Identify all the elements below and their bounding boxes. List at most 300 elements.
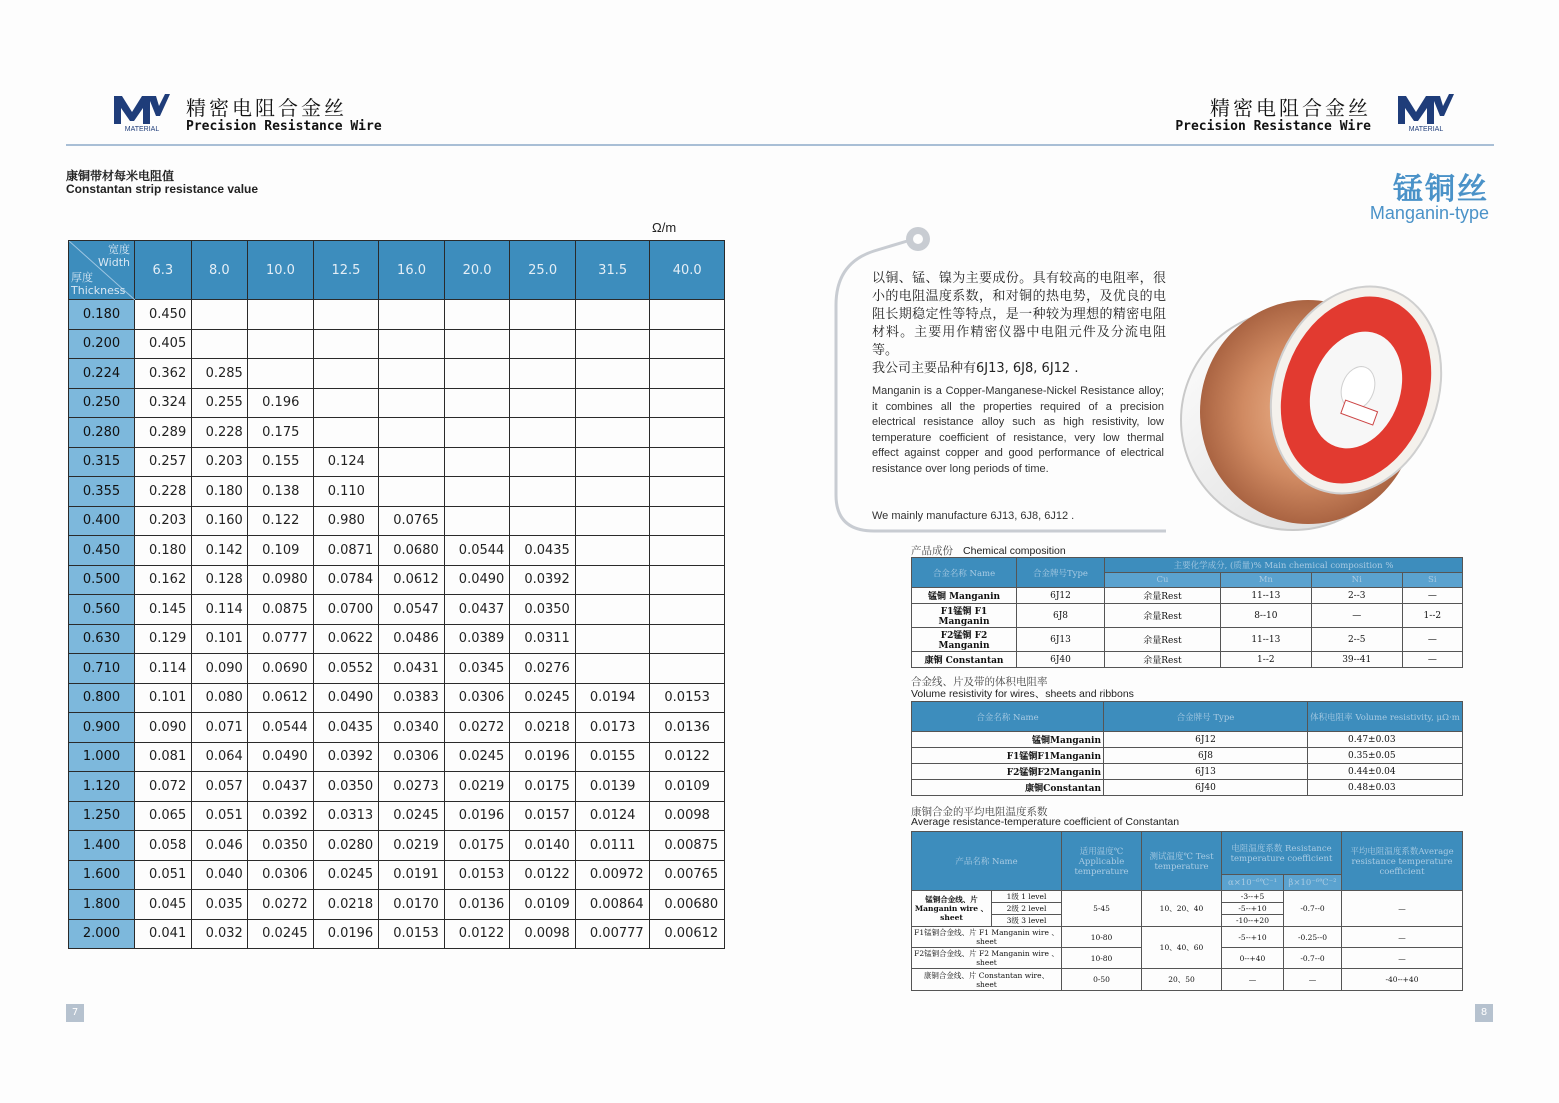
table-row	[69, 477, 725, 507]
resistance-value-cell: 0.0245	[510, 683, 576, 713]
resistance-value-cell: 0.0431	[379, 654, 445, 684]
resistance-value-cell: 0.0392	[313, 742, 379, 772]
wire-spool-image	[1168, 270, 1468, 540]
chem-cell-type: 6J8	[1017, 604, 1105, 628]
resistance-value-cell: 0.0218	[313, 890, 379, 920]
coef-caption-zh: 康铜合金的平均电阻温度系数	[911, 806, 1048, 818]
resistance-value-cell: 0.450	[135, 300, 192, 330]
table-row	[69, 742, 725, 772]
coef-header-name: 产品名称 Name	[912, 832, 1062, 891]
thickness-cell: 0.400	[69, 506, 135, 536]
resistance-value-cell: 0.0350	[248, 831, 314, 861]
chem-cell-ni: —	[1311, 604, 1402, 628]
resistance-value-cell	[575, 388, 650, 418]
vol-row	[912, 748, 1463, 764]
thickness-cell: 1.400	[69, 831, 135, 861]
resistance-value-cell: 0.0098	[510, 919, 576, 949]
width-header-cell: 31.5	[575, 241, 650, 300]
chem-header-type: 合金牌号Type	[1017, 558, 1105, 588]
resistance-value-cell	[379, 418, 445, 448]
thickness-cell: 0.315	[69, 447, 135, 477]
resistance-value-cell: 0.0544	[444, 536, 510, 566]
resistance-value-cell: 0.0170	[379, 890, 445, 920]
width-header-cell: 12.5	[313, 241, 379, 300]
table-row	[69, 359, 725, 389]
coef-r1-beta: -0.7--0	[1284, 891, 1342, 927]
section-title-zh: 康铜带材每米电阻值	[66, 169, 175, 183]
vol-cell-name: 康铜Constantan	[912, 780, 1104, 796]
resistance-value-cell: 0.0219	[444, 772, 510, 802]
description-zh-products: 我公司主要品种有6J13, 6J8, 6J12 .	[872, 361, 1079, 376]
resistance-value-cell: 0.257	[135, 447, 192, 477]
table-row	[69, 654, 725, 684]
resistance-value-cell: 0.0350	[313, 772, 379, 802]
chem-cell-mn: 11--13	[1220, 588, 1311, 604]
chem-cell-mn: 11--13	[1220, 628, 1311, 652]
resistance-value-cell: 0.0486	[379, 624, 445, 654]
resistance-value-cell: 0.155	[248, 447, 314, 477]
resistance-value-cell: 0.0547	[379, 595, 445, 625]
resistance-value-cell: 0.324	[135, 388, 192, 418]
resistance-value-cell	[379, 329, 445, 359]
resistance-value-cell: 0.0122	[650, 742, 725, 772]
table-row	[69, 624, 725, 654]
resistance-value-cell: 0.101	[135, 683, 192, 713]
resistance-value-cell	[575, 359, 650, 389]
resistance-value-cell: 0.129	[135, 624, 192, 654]
resistance-table-body	[69, 300, 725, 949]
coef-r1-name: 锰铜合金线、片 Manganin wire 、sheet	[912, 891, 992, 927]
resistance-value-cell: 0.0306	[379, 742, 445, 772]
resistance-value-cell: 0.00680	[650, 890, 725, 920]
table-row	[69, 565, 725, 595]
description-en: Manganin is a Copper-Manganese-Nickel Resistance alloy; it combines all the properties required of a precision electrical resistance alloy such as high resistivity, low temperature coefficient of resistance, very low thermal effect against copper and good performance of electrical resistance over long periods of time.	[872, 385, 1164, 475]
resistance-value-cell: 0.0350	[510, 595, 576, 625]
resistance-value-cell: 0.0980	[248, 565, 314, 595]
chem-cell-mn: 1--2	[1220, 652, 1311, 668]
chem-header-name: 合金名称 Name	[912, 558, 1017, 588]
resistance-value-cell: 0.0680	[379, 536, 445, 566]
resistance-value-cell	[444, 418, 510, 448]
resistance-value-cell: 0.285	[191, 359, 248, 389]
chem-caption-zh: 产品成份	[911, 545, 953, 557]
product-title-en: Manganin-type	[1369, 203, 1489, 223]
table-row	[69, 536, 725, 566]
coef-header-test: 测试温度℃ Test temperature	[1142, 832, 1222, 891]
table-row	[69, 506, 725, 536]
vol-cell-val: 0.48±0.03	[1308, 780, 1463, 796]
chem-row	[912, 628, 1463, 652]
resistance-value-cell	[650, 654, 725, 684]
chemical-composition-table	[911, 557, 1463, 668]
resistance-value-cell: 0.289	[135, 418, 192, 448]
coef-r4-beta: —	[1284, 969, 1342, 991]
chem-cell-type: 6J40	[1017, 652, 1105, 668]
coef-r1-level-3: 3级 3 level	[992, 915, 1062, 927]
chem-cell-type: 6J12	[1017, 588, 1105, 604]
thickness-cell: 0.710	[69, 654, 135, 684]
chem-subheader-cell: Ni	[1311, 573, 1402, 588]
coef-r2-avg: —	[1342, 927, 1463, 948]
resistance-value-cell	[575, 300, 650, 330]
resistance-value-cell: 0.0196	[313, 919, 379, 949]
coef-r2-name: F1锰铜合金线、片 F1 Manganin wire 、sheet	[912, 927, 1062, 948]
coef-header-avg	[1342, 832, 1463, 891]
thickness-cell: 0.250	[69, 388, 135, 418]
resistance-value-cell	[510, 506, 576, 536]
resistance-value-cell: 0.0280	[313, 831, 379, 861]
header-divider	[66, 144, 1494, 146]
resistance-value-cell: 0.0136	[650, 713, 725, 743]
company-logo-left	[112, 92, 172, 136]
vol-caption-zh: 合金线、片及带的体积电阻率	[911, 676, 1048, 688]
resistance-value-cell	[444, 506, 510, 536]
vol-cell-type: 6J8	[1104, 748, 1308, 764]
resistance-value-cell: 0.0392	[510, 565, 576, 595]
resistance-value-cell: 0.0219	[379, 831, 445, 861]
chem-cell-ni: 2--3	[1311, 588, 1402, 604]
chem-caption-en: Chemical composition	[963, 545, 1066, 557]
resistance-value-cell: 0.058	[135, 831, 192, 861]
coef-r4-test: 20、50	[1142, 969, 1222, 991]
thickness-cell: 0.224	[69, 359, 135, 389]
width-header-cell: 25.0	[510, 241, 576, 300]
resistance-value-cell	[379, 447, 445, 477]
chem-cell-cu: 余量Rest	[1105, 604, 1221, 628]
coef-sub-alpha: α×10⁻⁶℃⁻¹	[1222, 875, 1284, 891]
resistance-value-cell	[575, 624, 650, 654]
resistance-value-cell: 0.162	[135, 565, 192, 595]
thickness-cell: 0.180	[69, 300, 135, 330]
table-row	[69, 860, 725, 890]
resistance-value-cell: 0.0157	[510, 801, 576, 831]
resistance-value-cell: 0.980	[313, 506, 379, 536]
chem-cell-cu: 余量Rest	[1105, 652, 1221, 668]
resistance-value-cell: 0.114	[191, 595, 248, 625]
resistance-value-cell: 0.00765	[650, 860, 725, 890]
resistance-value-cell: 0.072	[135, 772, 192, 802]
table-row	[69, 713, 725, 743]
resistance-value-cell: 0.0622	[313, 624, 379, 654]
coef-r3-app: 10-80	[1062, 948, 1142, 969]
resistance-value-cell: 0.0175	[510, 772, 576, 802]
corner-thickness-label	[71, 271, 125, 297]
page-number-left: 7	[66, 1004, 84, 1022]
chem-cell-mn: 8--10	[1220, 604, 1311, 628]
resistance-value-cell: 0.0155	[575, 742, 650, 772]
resistance-value-cell: 0.045	[135, 890, 192, 920]
resistance-value-cell: 0.0136	[444, 890, 510, 920]
resistance-value-cell	[379, 477, 445, 507]
chem-cell-name: F2锰铜 F2 Manganin	[912, 628, 1017, 652]
corner-width-zh: 宽度	[108, 243, 130, 256]
resistance-value-cell	[575, 654, 650, 684]
coef-r1-alpha-3: -10--+20	[1222, 915, 1284, 927]
resistance-value-cell: 0.0153	[379, 919, 445, 949]
chem-table-body	[912, 588, 1463, 668]
resistance-value-cell: 0.101	[191, 624, 248, 654]
resistance-value-cell: 0.0389	[444, 624, 510, 654]
chem-header-main: 主要化学成分, (质量)% Main chemical composition %	[1105, 558, 1463, 573]
resistance-value-cell: 0.0109	[510, 890, 576, 920]
resistance-value-cell	[510, 418, 576, 448]
resistance-value-cell	[650, 536, 725, 566]
resistance-value-cell	[650, 300, 725, 330]
resistance-value-cell: 0.228	[135, 477, 192, 507]
chem-cell-ni: 39--41	[1311, 652, 1402, 668]
resistance-value-cell: 0.0111	[575, 831, 650, 861]
resistance-value-cell	[510, 300, 576, 330]
resistance-value-cell: 0.090	[135, 713, 192, 743]
width-header-cell: 8.0	[191, 241, 248, 300]
unit-label: Ω/m	[652, 220, 677, 235]
resistance-value-cell: 0.00864	[575, 890, 650, 920]
resistance-value-cell: 0.114	[135, 654, 192, 684]
resistance-value-cell	[575, 418, 650, 448]
resistance-value-cell: 0.203	[191, 447, 248, 477]
resistance-value-cell: 0.0383	[379, 683, 445, 713]
resistance-value-cell: 0.0435	[510, 536, 576, 566]
resistance-value-cell: 0.255	[191, 388, 248, 418]
chem-cell-name: 锰铜 Manganin	[912, 588, 1017, 604]
resistance-value-cell	[575, 595, 650, 625]
resistance-table	[68, 240, 725, 949]
resistance-value-cell: 0.0306	[248, 860, 314, 890]
resistance-value-cell: 0.0871	[313, 536, 379, 566]
resistance-value-cell: 0.0437	[248, 772, 314, 802]
resistance-value-cell: 0.0218	[510, 713, 576, 743]
resistance-value-cell: 0.0784	[313, 565, 379, 595]
resistance-value-cell	[191, 300, 248, 330]
resistance-value-cell	[510, 359, 576, 389]
thickness-cell: 1.250	[69, 801, 135, 831]
table-row	[69, 300, 725, 330]
resistance-value-cell: 0.00875	[650, 831, 725, 861]
chem-subheader-cell: Mn	[1220, 573, 1311, 588]
table-row	[69, 595, 725, 625]
resistance-value-cell: 0.0276	[510, 654, 576, 684]
coef-r1-app: 5-45	[1062, 891, 1142, 927]
resistance-value-cell	[650, 418, 725, 448]
vol-cell-name: 锰铜Manganin	[912, 732, 1104, 748]
coef-r1-level-1: 1级 1 level	[992, 891, 1062, 903]
page-number-right: 8	[1475, 1004, 1493, 1022]
brand-title-zh-right: 精密电阻合金丝	[1210, 96, 1371, 120]
resistance-value-cell	[575, 329, 650, 359]
resistance-value-cell: 0.071	[191, 713, 248, 743]
resistance-value-cell: 0.00972	[575, 860, 650, 890]
table-row	[69, 801, 725, 831]
resistance-value-cell	[313, 359, 379, 389]
resistance-value-cell	[650, 329, 725, 359]
coef-sub-beta: β×10⁻⁶℃⁻²	[1284, 875, 1342, 891]
resistance-value-cell: 0.0272	[444, 713, 510, 743]
thickness-cell: 1.120	[69, 772, 135, 802]
resistance-value-cell: 0.0245	[248, 919, 314, 949]
vol-cell-val: 0.44±0.04	[1308, 764, 1463, 780]
thickness-cell: 0.200	[69, 329, 135, 359]
resistance-value-cell: 0.0490	[313, 683, 379, 713]
width-header-cell: 16.0	[379, 241, 445, 300]
resistance-value-cell: 0.0313	[313, 801, 379, 831]
resistance-value-cell: 0.175	[248, 418, 314, 448]
resistance-value-cell: 0.128	[191, 565, 248, 595]
resistance-value-cell: 0.0612	[379, 565, 445, 595]
resistance-value-cell: 0.0122	[444, 919, 510, 949]
thickness-cell: 0.630	[69, 624, 135, 654]
resistance-value-cell: 0.0777	[248, 624, 314, 654]
thickness-cell: 0.560	[69, 595, 135, 625]
logo-mark-icon	[1396, 92, 1456, 126]
width-header-cell: 40.0	[650, 241, 725, 300]
resistance-value-cell: 0.180	[191, 477, 248, 507]
resistance-value-cell: 0.0098	[650, 801, 725, 831]
resistance-value-cell	[248, 359, 314, 389]
coef-r23-test: 10、40、60	[1142, 927, 1222, 969]
vol-table-body	[912, 732, 1463, 796]
width-header-cell: 20.0	[444, 241, 510, 300]
thickness-cell: 0.900	[69, 713, 135, 743]
vol-header-name: 合金名称 Name	[912, 702, 1104, 732]
resistance-value-cell: 0.0306	[444, 683, 510, 713]
corner-header-cell	[69, 241, 135, 300]
table-row	[69, 418, 725, 448]
chem-cell-si: —	[1402, 628, 1462, 652]
resistance-value-cell: 0.035	[191, 890, 248, 920]
chem-row	[912, 588, 1463, 604]
chem-subheader-cell: Si	[1402, 573, 1462, 588]
thickness-cell: 0.500	[69, 565, 135, 595]
table-row	[69, 772, 725, 802]
vol-cell-type: 6J40	[1104, 780, 1308, 796]
resistance-value-cell: 0.0124	[575, 801, 650, 831]
resistance-value-cell	[379, 359, 445, 389]
resistance-value-cell: 0.0245	[313, 860, 379, 890]
resistance-value-cell	[650, 477, 725, 507]
vol-row	[912, 764, 1463, 780]
resistance-value-cell: 0.0122	[510, 860, 576, 890]
thickness-cell: 2.000	[69, 919, 135, 949]
resistance-value-cell	[313, 300, 379, 330]
chem-cell-name: F1锰铜 F1 Manganin	[912, 604, 1017, 628]
resistance-value-cell: 0.109	[248, 536, 314, 566]
section-title-en: Constantan strip resistance value	[66, 182, 259, 196]
coef-r4-name: 康铜合金线、片 Constantan wire、sheet	[912, 969, 1062, 991]
resistance-value-cell: 0.203	[135, 506, 192, 536]
resistance-value-cell	[575, 536, 650, 566]
resistance-value-cell	[444, 447, 510, 477]
resistance-value-cell	[191, 329, 248, 359]
vol-cell-val: 0.35±0.05	[1308, 748, 1463, 764]
resistance-value-cell: 0.145	[135, 595, 192, 625]
resistance-value-cell: 0.0435	[313, 713, 379, 743]
resistance-value-cell	[650, 624, 725, 654]
resistance-value-cell: 0.00612	[650, 919, 725, 949]
vol-cell-type: 6J13	[1104, 764, 1308, 780]
logo-text: MATERIAL	[1408, 126, 1444, 133]
resistance-value-cell: 0.362	[135, 359, 192, 389]
description-zh: 以铜、锰、镍为主要成份。具有较高的电阻率，很小的电阻温度系数，和对铜的热电势，及优良的电阻长期稳定性等特点，是一种较为理想的精密电阻材料。主要用作精密仪器中电阻元件及分流电阻等。	[872, 271, 1166, 358]
resistance-value-cell	[575, 477, 650, 507]
resistance-value-cell: 0.0109	[650, 772, 725, 802]
coef-r2-beta: -0.25--0	[1284, 927, 1342, 948]
corner-thickness-zh: 厚度	[71, 271, 93, 284]
coef-header-avg-text: 平均电阻温度系数Average resistance temperature coefficient	[1350, 847, 1454, 877]
resistance-value-cell	[650, 447, 725, 477]
resistance-value-cell: 0.051	[191, 801, 248, 831]
resistance-value-cell: 0.0490	[248, 742, 314, 772]
width-header-cell: 6.3	[135, 241, 192, 300]
resistance-value-cell: 0.138	[248, 477, 314, 507]
chem-cell-type: 6J13	[1017, 628, 1105, 652]
resistance-value-cell: 0.0700	[313, 595, 379, 625]
coef-r1-level-2: 2级 2 level	[992, 903, 1062, 915]
resistance-value-cell: 0.0340	[379, 713, 445, 743]
company-logo-right	[1396, 92, 1456, 136]
resistance-value-cell: 0.0552	[313, 654, 379, 684]
resistance-value-cell: 0.040	[191, 860, 248, 890]
resistance-value-cell: 0.142	[191, 536, 248, 566]
chem-cell-si: —	[1402, 588, 1462, 604]
table-row	[69, 919, 725, 949]
table-row	[69, 447, 725, 477]
product-title-zh: 锰铜丝	[1393, 172, 1489, 207]
resistance-value-cell	[248, 300, 314, 330]
resistance-value-cell: 0.110	[313, 477, 379, 507]
resistance-value-cell: 0.405	[135, 329, 192, 359]
chem-subheader-cell: Cu	[1105, 573, 1221, 588]
resistance-value-cell: 0.0490	[444, 565, 510, 595]
vol-header-type: 合金牌号 Type	[1104, 702, 1308, 732]
vol-row	[912, 780, 1463, 796]
resistance-value-cell: 0.065	[135, 801, 192, 831]
resistance-value-cell	[510, 477, 576, 507]
resistance-value-cell	[444, 329, 510, 359]
resistance-value-cell: 0.0311	[510, 624, 576, 654]
chem-cell-name: 康铜 Constantan	[912, 652, 1017, 668]
thickness-cell: 1.000	[69, 742, 135, 772]
coef-r1-avg: —	[1342, 891, 1463, 927]
resistance-value-cell	[510, 388, 576, 418]
resistance-value-cell	[575, 565, 650, 595]
chem-cell-cu: 余量Rest	[1105, 628, 1221, 652]
vol-header-res: 体积电阻率 Volume resistivity, μΩ·m	[1308, 702, 1463, 732]
coef-r4-avg: -40--+40	[1342, 969, 1463, 991]
resistance-value-cell: 0.00777	[575, 919, 650, 949]
coef-r1-alpha-2: -5--+10	[1222, 903, 1284, 915]
thickness-cell: 0.280	[69, 418, 135, 448]
resistance-value-cell: 0.0175	[444, 831, 510, 861]
resistance-value-cell: 0.0196	[444, 801, 510, 831]
resistance-value-cell: 0.0245	[379, 801, 445, 831]
resistance-value-cell: 0.051	[135, 860, 192, 890]
resistance-value-cell	[510, 329, 576, 359]
coef-r4-alpha: —	[1222, 969, 1284, 991]
resistance-value-cell	[650, 359, 725, 389]
resistance-value-cell: 0.196	[248, 388, 314, 418]
vol-cell-val: 0.47±0.03	[1308, 732, 1463, 748]
resistance-value-cell: 0.0153	[650, 683, 725, 713]
table-row	[69, 890, 725, 920]
coef-r3-name: F2锰铜合金线、片 F2 Manganin wire 、sheet	[912, 948, 1062, 969]
chem-cell-si: —	[1402, 652, 1462, 668]
chem-row	[912, 604, 1463, 628]
resistance-value-cell: 0.0345	[444, 654, 510, 684]
vol-row	[912, 732, 1463, 748]
resistance-value-cell: 0.032	[191, 919, 248, 949]
resistance-value-cell	[313, 418, 379, 448]
resistance-value-cell	[650, 506, 725, 536]
